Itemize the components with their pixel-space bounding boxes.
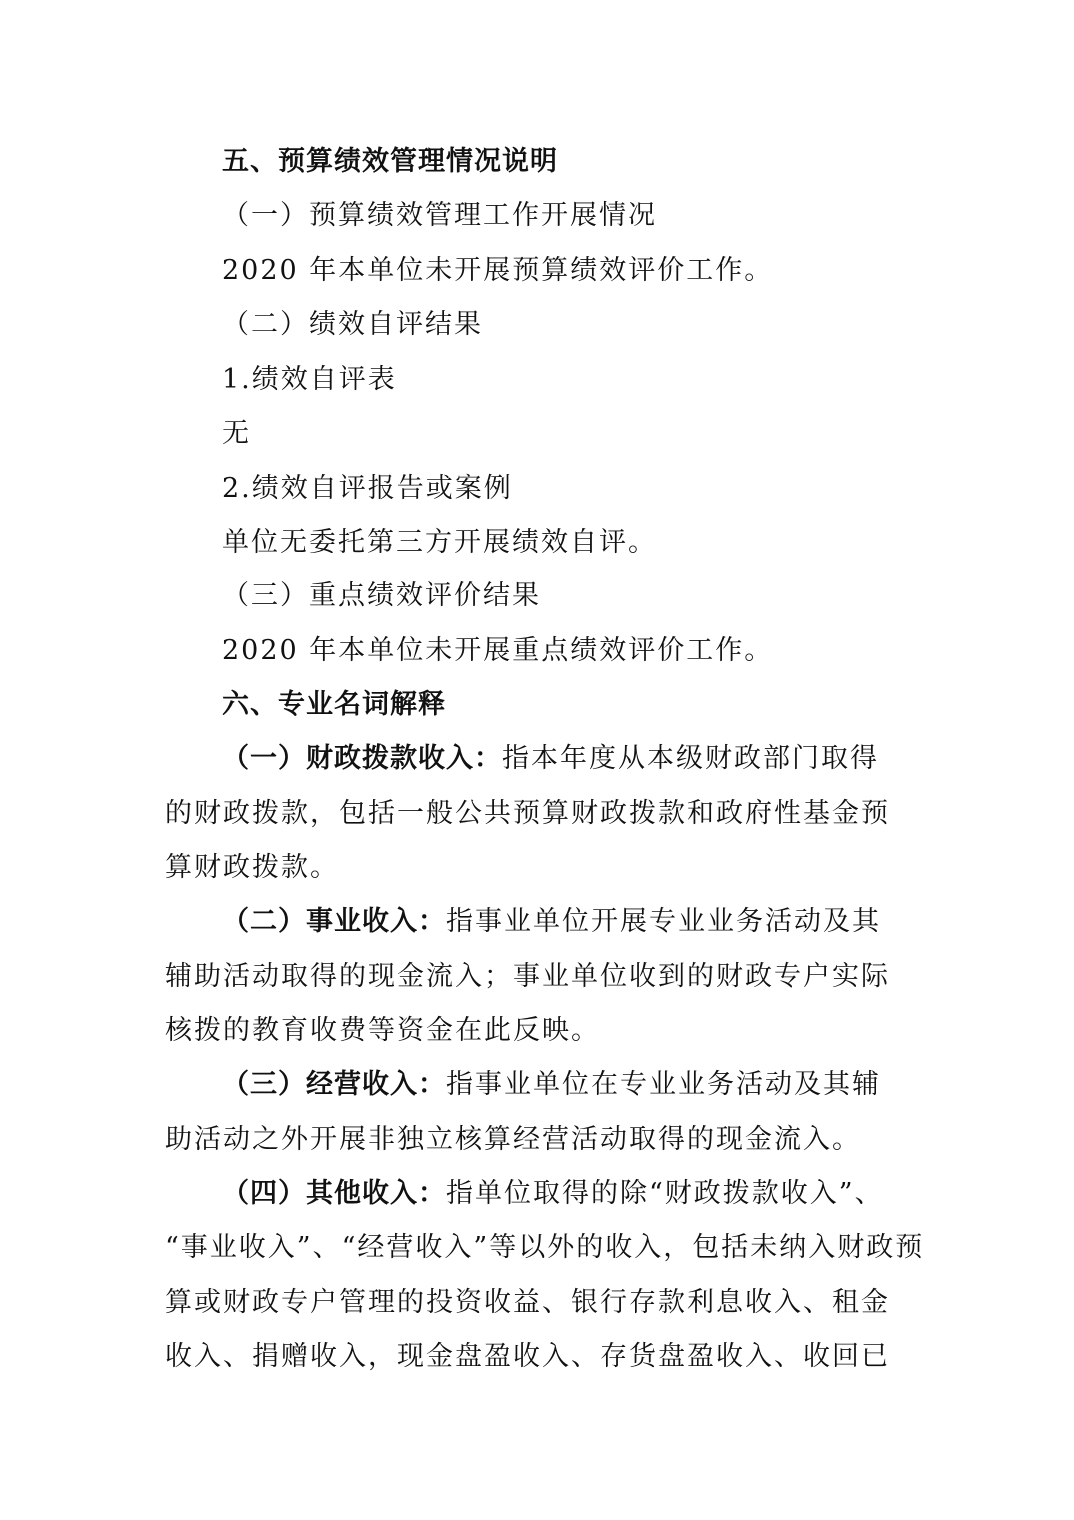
section-5-3-text: 2020 年本单位未开展重点绩效评价工作。 <box>222 635 774 666</box>
section-5-2-title: （二）绩效自评结果 <box>222 309 483 340</box>
term-4-label: （四）其他收入： <box>222 1178 446 1209</box>
section-5-2-item1-title: 1.绩效自评表 <box>222 364 397 395</box>
section-5-2-item2-title: 2.绩效自评报告或案例 <box>222 473 513 504</box>
section-5-2-item1-text: 无 <box>222 418 251 449</box>
term-3-text-1: 指事业单位在专业业务活动及其辅 <box>446 1069 881 1100</box>
term-2-text-1: 指事业单位开展专业业务活动及其 <box>446 906 881 937</box>
term-2-label: （二）事业收入： <box>222 906 446 937</box>
section-5-1-text: 2020 年本单位未开展预算绩效评价工作。 <box>222 255 774 286</box>
section-5-2-item2-text: 单位无委托第三方开展绩效自评。 <box>222 527 657 558</box>
section-5-1-title: （一）预算绩效管理工作开展情况 <box>222 200 657 231</box>
term-1-line-2: 的财政拨款，包括一般公共预算财政拨款和政府性基金预 <box>165 798 890 829</box>
term-4-line-3: 算或财政专户管理的投资收益、银行存款利息收入、租金 <box>165 1287 890 1318</box>
term-4-line-2: “事业收入”、“经营收入”等以外的收入，包括未纳入财政预 <box>165 1232 925 1263</box>
term-2-line-2: 辅助活动取得的现金流入；事业单位收到的财政专户实际 <box>165 961 890 992</box>
term-3-label: （三）经营收入： <box>222 1069 446 1100</box>
term-3-line-2: 助活动之外开展非独立核算经营活动取得的现金流入。 <box>165 1124 861 1155</box>
term-4-text-1: 指单位取得的除“财政拨款收入”、 <box>446 1178 884 1209</box>
term-1-label: （一）财政拨款收入： <box>222 743 502 774</box>
term-3-line-1 <box>222 1067 881 1103</box>
term-1-text-1: 指本年度从本级财政部门取得 <box>502 743 879 774</box>
term-1-line-3: 算财政拨款。 <box>165 852 339 883</box>
term-2-line-1 <box>222 904 881 940</box>
section-5-3-title: （三）重点绩效评价结果 <box>222 580 541 611</box>
term-2-line-3: 核拨的教育收费等资金在此反映。 <box>165 1015 600 1046</box>
section-6-title: 六、专业名词解释 <box>222 689 446 720</box>
term-4-line-4: 收入、捐赠收入，现金盘盈收入、存货盘盈收入、收回已 <box>165 1341 890 1372</box>
term-1-line-1 <box>222 741 879 777</box>
term-4-line-1 <box>222 1176 884 1212</box>
section-5-title: 五、预算绩效管理情况说明 <box>222 146 558 177</box>
